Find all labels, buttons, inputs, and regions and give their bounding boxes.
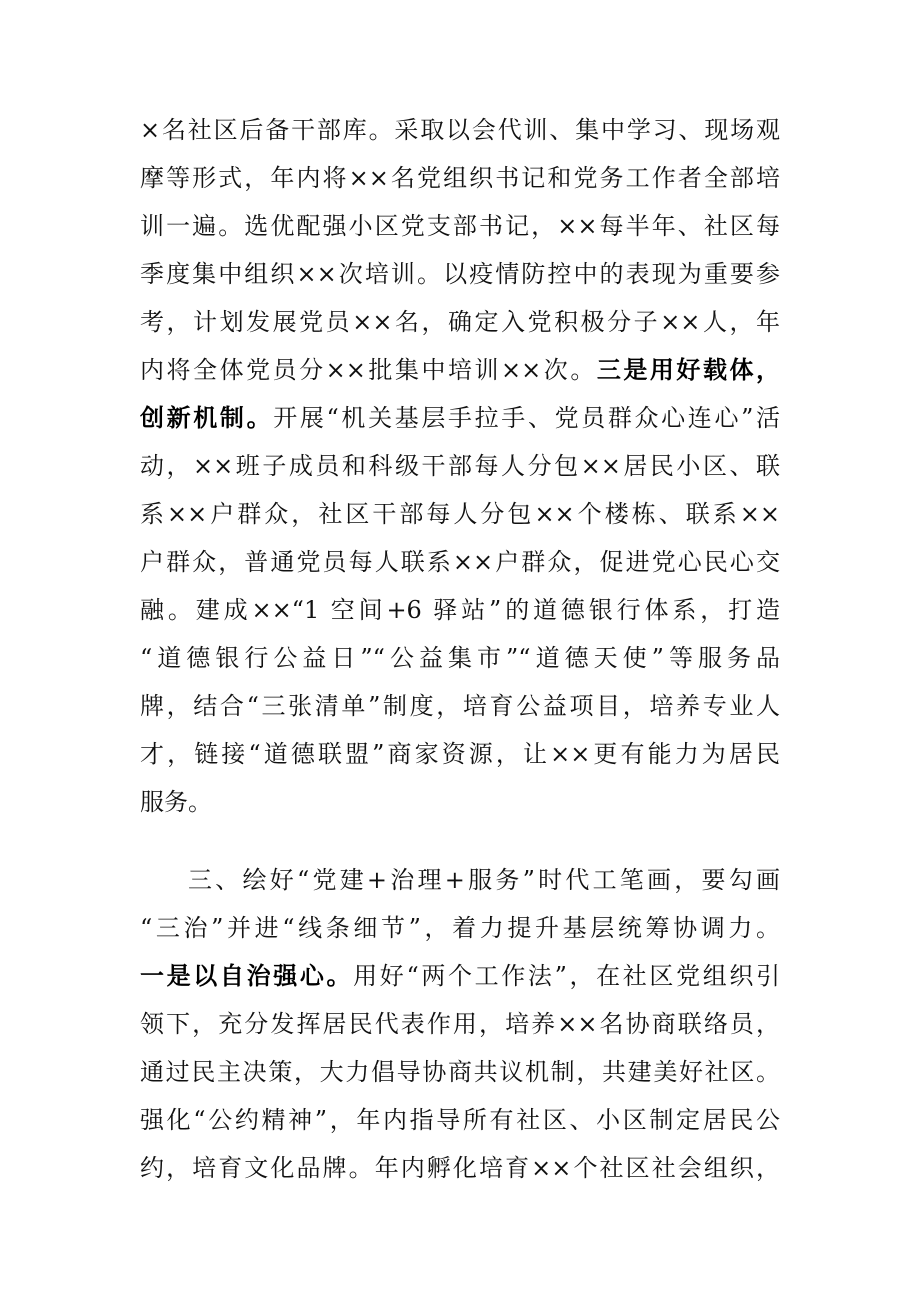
text-line: 摩等形式，年内将××名党组织书记和党务工作者全部培 bbox=[140, 164, 780, 192]
bold-heading: 一是以自治强心。 bbox=[140, 961, 354, 990]
paragraph-2 bbox=[140, 856, 780, 1192]
text-line: 系××户群众，社区干部每人分包××个楼栋、联系×× bbox=[140, 500, 780, 528]
text-line: 强化“公约精神”，年内指导所有社区、小区制定居民公 bbox=[140, 1106, 780, 1134]
text-line: 领下，充分发挥居民代表作用，培养××名协商联络员， bbox=[140, 1010, 780, 1038]
text-line: 动，××班子成员和科级干部每人分包××居民小区、联 bbox=[140, 452, 780, 480]
text-line: 才，链接“道德联盟”商家资源，让××更有能力为居民 bbox=[140, 740, 780, 768]
text-line: 三、绘好“党建+治理+服务”时代工笔画，要勾画 bbox=[188, 866, 780, 894]
text-line: “道德银行公益日”“公益集市”“道德天使”等服务品 bbox=[140, 644, 780, 672]
bold-heading: 三是用好载体， bbox=[596, 355, 780, 384]
text-line: 通过民主决策，大力倡导协商共议机制，共建美好社区。 bbox=[140, 1058, 780, 1086]
text-line: 户群众，普通党员每人联系××户群众，促进党心民心交 bbox=[140, 548, 780, 576]
paragraph-1 bbox=[140, 106, 780, 826]
text-line: 约，培育文化品牌。年内孵化培育××个社区社会组织， bbox=[140, 1154, 780, 1182]
text-line: 牌，结合“三张清单”制度，培育公益项目，培养专业人 bbox=[140, 692, 780, 720]
text-line bbox=[140, 394, 780, 442]
text-run: 用好“两个工作法”，在社区党组织引 bbox=[353, 962, 780, 990]
text-line: 季度集中组织××次培训。以疫情防控中的表现为重要参 bbox=[140, 260, 780, 288]
text-line: 服务。 bbox=[140, 788, 212, 816]
text-line: “三治”并进“线条细节”，着力提升基层统筹协调力。 bbox=[140, 914, 780, 942]
text-line: 训一遍。选优配强小区党支部书记，××每半年、社区每 bbox=[140, 212, 780, 240]
text-run: 内将全体党员分××批集中培训××次。 bbox=[140, 356, 597, 384]
bold-heading: 创新机制。 bbox=[140, 403, 274, 432]
text-line: 考，计划发展党员××名，确定入党积极分子××人，年 bbox=[140, 308, 780, 336]
text-line bbox=[140, 346, 780, 394]
text-line bbox=[140, 952, 780, 1000]
text-line: 融。建成××“1 空间+6 驿站”的道德银行体系，打造 bbox=[140, 596, 780, 624]
text-line: ×名社区后备干部库。采取以会代训、集中学习、现场观 bbox=[140, 116, 780, 144]
text-run: 开展“机关基层手拉手、党员群众心连心”活 bbox=[273, 404, 780, 432]
